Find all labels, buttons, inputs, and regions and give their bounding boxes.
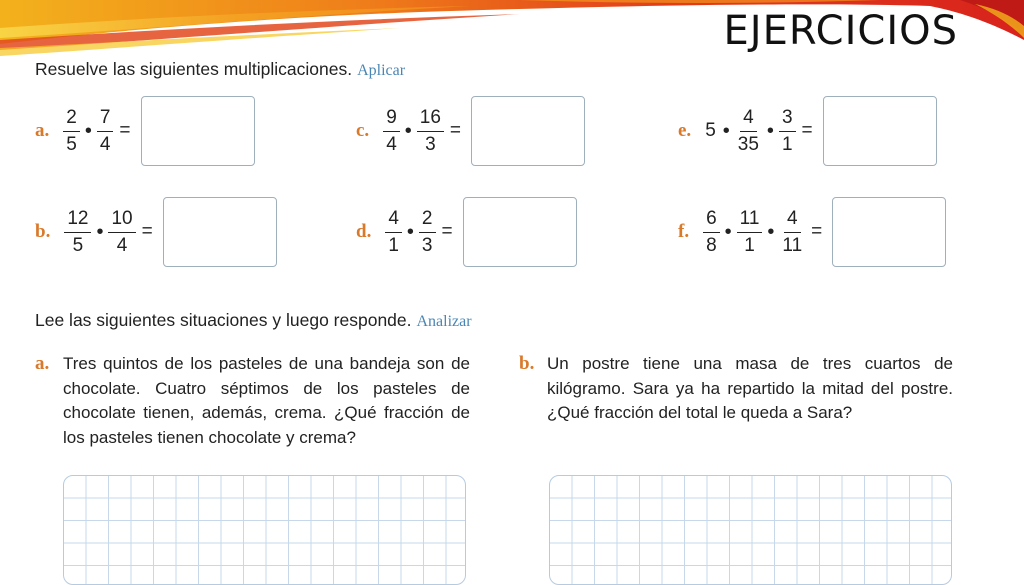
instruction-text: Lee las siguientes situaciones y luego responde. [35,310,412,330]
exercise-f [678,195,946,269]
problem-letter: a. [35,353,50,374]
exercise-b [35,195,277,269]
multiplication-instruction [35,59,405,80]
answer-box-c[interactable] [471,96,585,166]
exercise-e [678,94,937,168]
problem-b [519,352,953,426]
fraction: $\frac{11}{1}$ [737,208,763,257]
multiply-dot: • [767,220,775,243]
fraction: $\frac{3}{1}$ [779,107,796,156]
fraction: $\frac{10}{4}$ [108,208,135,257]
slide-title: EJERCICIOS [723,8,958,54]
equals-sign: = [119,120,131,141]
exercise-letter: b. [35,221,51,242]
multiply-dot: • [406,220,414,243]
equals-sign: = [441,221,453,242]
answer-box-b[interactable] [163,197,277,267]
multiply-dot: • [724,220,732,243]
fraction: $\frac{2}{3}$ [419,208,436,257]
problem-text: Un postre tiene una masa de tres cuartos de kilógramo. Sara ya ha repartido la mitad del postre. ¿Qué fracción del total le queda a Sara? [547,354,953,422]
equals-sign: = [141,221,153,242]
multiply-dot: • [722,119,730,142]
fraction: $\frac{4}{1}$ [385,208,402,257]
exercise-letter: a. [35,120,50,141]
answer-box-f[interactable] [832,197,946,267]
fraction: $\frac{6}{8}$ [703,208,720,257]
equals-sign: = [449,120,462,141]
equals-sign: = [811,221,823,242]
fraction: $\frac{9}{4}$ [383,107,400,156]
fraction: $\frac{7}{4}$ [97,107,114,156]
answer-box-d[interactable] [463,197,577,267]
instruction-text: Resuelve las siguientes multiplicaciones. [35,59,353,79]
skill-tag: Analizar [416,313,472,330]
equals-sign: = [801,120,813,141]
exercise-letter: f. [678,221,690,242]
fraction: $\frac{12}{5}$ [64,208,91,257]
problem-text: Tres quintos de los pasteles de una bandeja son de chocolate. Cuatro séptimos de los pasteles de chocolate tienen, además, crema. ¿Qué fracción de los pasteles tienen chocolate y crema? [63,354,470,447]
situations-instruction [35,310,472,331]
exercise-a [35,94,255,168]
fraction: $\frac{4}{35}$ [737,106,759,155]
exercise-letter: c. [356,120,370,141]
exercise-c [356,94,585,168]
answer-box-e[interactable] [823,96,937,166]
answer-box-a[interactable] [141,96,255,166]
fraction: $\frac{2}{5}$ [63,107,80,156]
exercise-letter: d. [356,221,372,242]
exercise-letter: e. [678,120,692,141]
fraction: $\frac{16}{3}$ [417,107,444,156]
multiply-dot: • [84,119,92,142]
whole-number: 5 [705,120,716,141]
exercise-d [356,195,577,269]
multiply-dot: • [96,220,104,243]
skill-tag: Aplicar [357,62,406,79]
problem-a [35,352,470,450]
grid-workspace-a[interactable] [63,475,466,585]
grid-workspace-b[interactable] [549,475,952,585]
multiply-dot: • [766,119,774,142]
problem-letter: b. [519,353,535,374]
multiply-dot: • [404,119,412,142]
fraction: $\frac{4}{11}$ [782,207,803,256]
